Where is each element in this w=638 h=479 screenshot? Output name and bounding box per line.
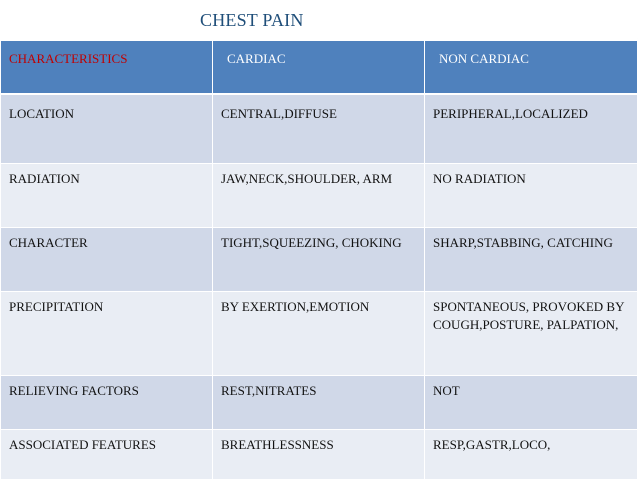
row-characteristic: RELIEVING FACTORS: [1, 376, 213, 430]
row-characteristic: RADIATION: [1, 164, 213, 228]
row-cardiac: REST,NITRATES: [213, 376, 425, 430]
row-cardiac: BY EXERTION,EMOTION: [213, 292, 425, 376]
row-non-cardiac: SPONTANEOUS, PROVOKED BY COUGH,POSTURE, PALPATION,: [425, 292, 638, 376]
row-characteristic: CHARACTER: [1, 228, 213, 292]
row-cardiac: CENTRAL,DIFFUSE: [213, 94, 425, 164]
table-header-row: [1, 41, 638, 95]
table-row: [1, 228, 638, 292]
row-non-cardiac: NOT: [425, 376, 638, 430]
header-cardiac: CARDIAC: [213, 41, 425, 95]
row-characteristic: ASSOCIATED FEATURES: [1, 430, 213, 479]
table-row: [1, 376, 638, 430]
table-row: [1, 164, 638, 228]
table-row: [1, 430, 638, 479]
header-non-cardiac: NON CARDIAC: [425, 41, 638, 95]
comparison-table: [0, 40, 638, 479]
table-row: [1, 94, 638, 164]
row-non-cardiac: NO RADIATION: [425, 164, 638, 228]
row-cardiac: TIGHT,SQUEEZING, CHOKING: [213, 228, 425, 292]
row-non-cardiac: SHARP,STABBING, CATCHING: [425, 228, 638, 292]
row-characteristic: PRECIPITATION: [1, 292, 213, 376]
row-non-cardiac: RESP,GASTR,LOCO,: [425, 430, 638, 479]
slide-title: CHEST PAIN: [200, 10, 304, 30]
header-characteristics: CHARACTERISTICS: [1, 41, 213, 95]
row-non-cardiac: PERIPHERAL,LOCALIZED: [425, 94, 638, 164]
row-cardiac: JAW,NECK,SHOULDER, ARM: [213, 164, 425, 228]
row-cardiac: BREATHLESSNESS: [213, 430, 425, 479]
row-characteristic: LOCATION: [1, 94, 213, 164]
table-row: [1, 292, 638, 376]
